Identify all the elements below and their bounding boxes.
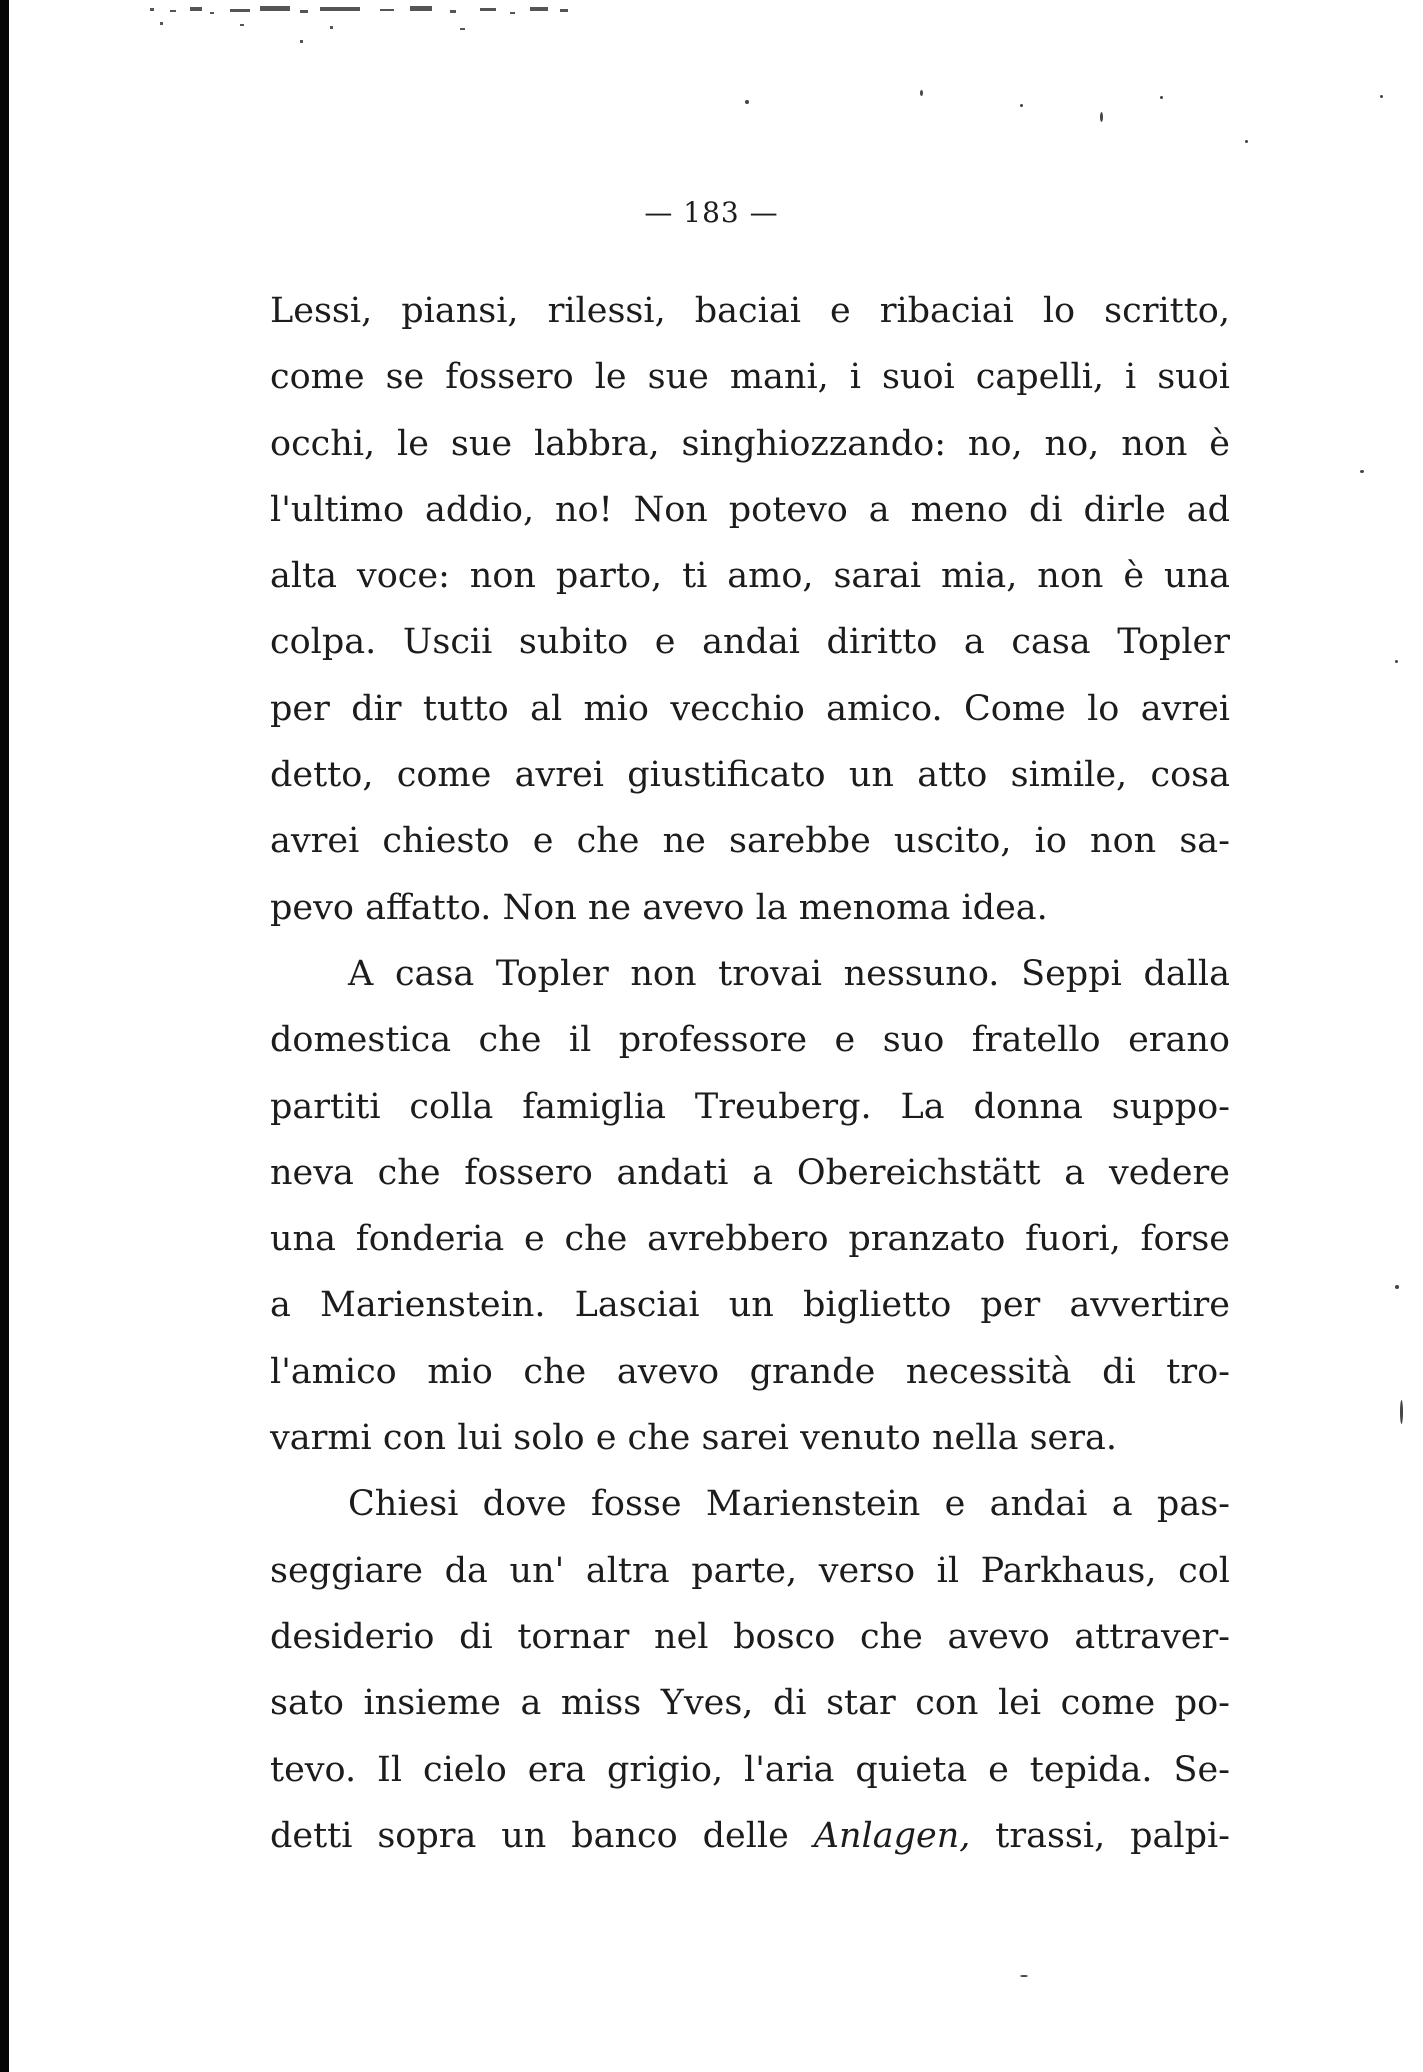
scan-top-smudge xyxy=(150,6,590,46)
text-line: Chiesi dove fosse Marienstein e andai a pas- xyxy=(348,1484,1230,1525)
text-line: come se fossero le sue mani, i suoi capelli, i suoi xyxy=(270,357,1230,398)
paragraph xyxy=(270,1471,1230,1869)
text-line: occhi, le sue labbra, singhiozzando: no, no, non è xyxy=(270,423,1230,464)
paragraph xyxy=(270,941,1230,1471)
text-line: l'ultimo addio, no! Non potevo a meno di dirle ad xyxy=(270,489,1230,530)
text-line: sato insieme a miss Yves, di star con lei come po- xyxy=(270,1683,1230,1724)
text-line: pevo affatto. Non ne avevo la menoma idea. xyxy=(270,887,1048,928)
text-line: a Marienstein. Lasciai un biglietto per avvertire xyxy=(270,1285,1230,1326)
text-line: detto, come avrei giustificato un atto simile, cosa xyxy=(270,755,1230,796)
scan-speck xyxy=(1400,1400,1403,1424)
scan-speck xyxy=(1020,104,1023,107)
text-line: seggiare da un' altra parte, verso il Parkhaus, col xyxy=(270,1550,1230,1591)
text-line: alta voce: non parto, ti amo, sarai mia, non è una xyxy=(270,556,1230,597)
italic-word: Anlagen, xyxy=(813,1815,971,1856)
text-line: neva che fossero andati a Obereichstätt a vedere xyxy=(270,1152,1230,1193)
scan-speck xyxy=(745,100,749,104)
text-line: partiti colla famiglia Treuberg. La donna suppo- xyxy=(270,1086,1230,1127)
text-line: Lessi, piansi, rilessi, baciai e ribaciai lo scritto, xyxy=(270,291,1230,331)
page-body xyxy=(270,278,1230,1869)
text-line: varmi con lui solo e che sarei venuto nella sera. xyxy=(270,1418,1117,1459)
text-line: domestica che il professore e suo fratello erano xyxy=(270,1020,1230,1061)
text-line: tevo. Il cielo era grigio, l'aria quieta e tepida. Se- xyxy=(270,1749,1230,1790)
text-line: una fonderia e che avrebbero pranzato fuori, forse xyxy=(270,1219,1230,1260)
text-run: detti sopra un banco delle xyxy=(270,1815,814,1856)
scan-speck xyxy=(1360,470,1364,473)
scan-speck xyxy=(1395,660,1398,663)
scan-speck xyxy=(1380,95,1383,98)
text-line: A casa Topler non trovai nessuno. Seppi dalla xyxy=(348,953,1230,994)
text-run: trassi, palpi- xyxy=(970,1815,1230,1856)
text-line: per dir tutto al mio vecchio amico. Come lo avrei xyxy=(270,688,1230,729)
scan-speck xyxy=(1100,112,1103,122)
scan-speck xyxy=(920,90,923,96)
scan-speck xyxy=(1245,140,1248,143)
scan-left-edge xyxy=(0,0,9,2072)
text-line: avrei chiesto e che ne sarebbe uscito, io non sa- xyxy=(270,821,1230,862)
scan-speck xyxy=(1395,1285,1399,1289)
paragraph xyxy=(270,278,1230,941)
page-number: — 183 — xyxy=(644,196,779,229)
text-line: desiderio di tornar nel bosco che avevo attraver- xyxy=(270,1616,1230,1657)
scan-speck xyxy=(1020,1975,1028,1977)
text-line-with-italic xyxy=(270,1803,1230,1869)
text-line: l'amico mio che avevo grande necessità di tro- xyxy=(270,1351,1230,1392)
text-line: colpa. Uscii subito e andai diritto a casa Topler xyxy=(270,622,1230,663)
scan-speck xyxy=(1160,96,1163,99)
